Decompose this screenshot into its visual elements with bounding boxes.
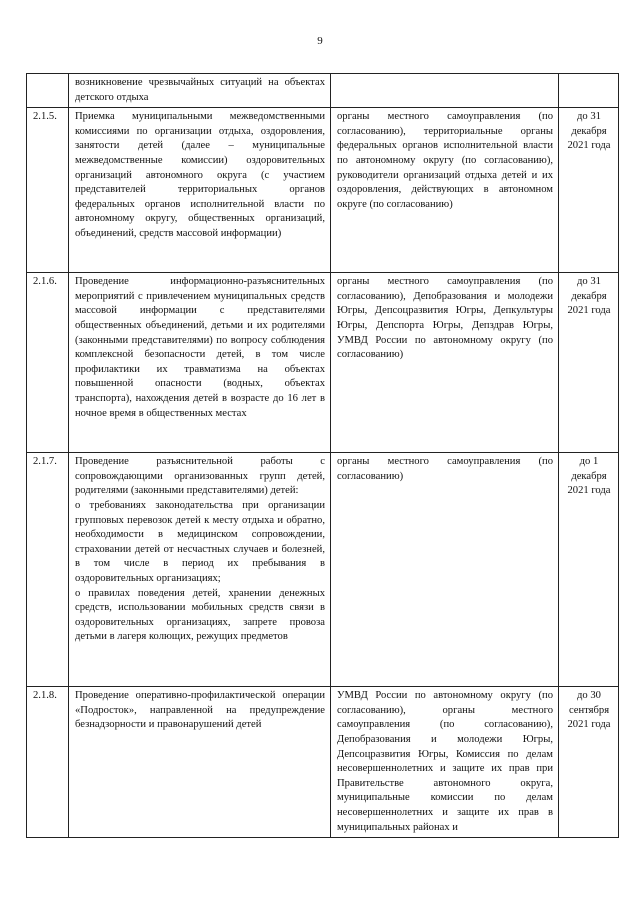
description-paragraph: Проведение разъяснительной работы с сопровождающими организованных групп детей, родителями (законными представителями) детей: <box>75 456 325 497</box>
description-paragraph: Приемка муниципальными межведомственными комиссиями по организации отдыха, оздоровления, занятости детей (далее – муниципальные межведомственные комиссии) оздоровительных организаций автономного округа (с участием представителей территориальных органов федеральных органов исполнительной власти по автономному округу, общественных организаций, объединений, средств массовой информации) <box>75 111 325 239</box>
table-row <box>27 453 619 687</box>
item-number: 2.1.8. <box>27 687 69 838</box>
item-deadline: до 1 декабря 2021 года <box>559 453 619 687</box>
description-paragraph: Проведение информационно-разъяснительных мероприятий с привлечением муниципальных средств массовой информации с представителями общественных объединений, детьми и их родителями (законными представителями) по вопросу соблюдения комплексной безопасности детей, в том числе профилактики их травматизма на объектах повышенной опасности (водных, объектах транспорта), нахождения детей в возрасте до 16 лет в ночное время в общественных местах <box>75 276 325 419</box>
item-responsible: органы местного самоуправления (по согласованию), территориальные органы федеральных органов исполнительной власти по автономному округу (по согласованию), руководители организаций отдыха детей и их оздоровления, действующих в автономном округе (по согласованию) <box>331 108 559 273</box>
table-row <box>27 273 619 453</box>
item-description <box>69 687 331 838</box>
item-deadline <box>559 74 619 108</box>
item-deadline: до 31 декабря 2021 года <box>559 108 619 273</box>
table-row <box>27 687 619 838</box>
item-deadline: до 31 декабря 2021 года <box>559 273 619 453</box>
item-number: 2.1.5. <box>27 108 69 273</box>
item-responsible <box>331 74 559 108</box>
item-deadline: до 30 сентября 2021 года <box>559 687 619 838</box>
item-number: 2.1.6. <box>27 273 69 453</box>
item-responsible: УМВД России по автономному округу (по согласованию), органы местного самоуправления (по согласованию), Депобразования и молодежи Югры, Депсоцразвития Югры, Комиссия по делам несовершеннолетних и защите их прав при Правительстве автономного округа, муниципальные комиссии по делам несовершеннолетних и защите их прав в муниципальных районах и <box>331 687 559 838</box>
item-number <box>27 74 69 108</box>
table-row <box>27 74 619 108</box>
item-description <box>69 74 331 108</box>
item-description <box>69 273 331 453</box>
item-number: 2.1.7. <box>27 453 69 687</box>
description-paragraph: Проведение оперативно-профилактической операции «Подросток», направленной на предупреждение безнадзорности и правонарушений детей <box>75 690 325 731</box>
item-description <box>69 453 331 687</box>
item-description <box>69 108 331 273</box>
table-row <box>27 108 619 273</box>
item-responsible: органы местного самоуправления (по согласованию) <box>331 453 559 687</box>
description-paragraph: о требованиях законодательства при организации групповых перевозок детей к месту отдыха и обратно, необходимости в медицинском сопровождении, страховании детей от несчастных случаев и болезней, в том числе в период их пребывания в оздоровительных организациях; <box>75 499 325 584</box>
description-paragraph: возникновение чрезвычайных ситуаций на объектах детского отдыха <box>75 77 325 103</box>
description-paragraph: о правилах поведения детей, хранении денежных средств, использовании мобильных средств связи в оздоровительных организациях, запрете провоза детьми в лагеря колющих, режущих предметов <box>75 587 325 643</box>
page-number: 9 <box>317 35 323 47</box>
measures-table <box>26 73 619 838</box>
item-responsible: органы местного самоуправления (по согласованию), Депобразования и молодежи Югры, Депсоцразвития Югры, Депкультуры Югры, Депспорта Югры, Депздрав Югры, УМВД России по автономному округу (по согласованию) <box>331 273 559 453</box>
